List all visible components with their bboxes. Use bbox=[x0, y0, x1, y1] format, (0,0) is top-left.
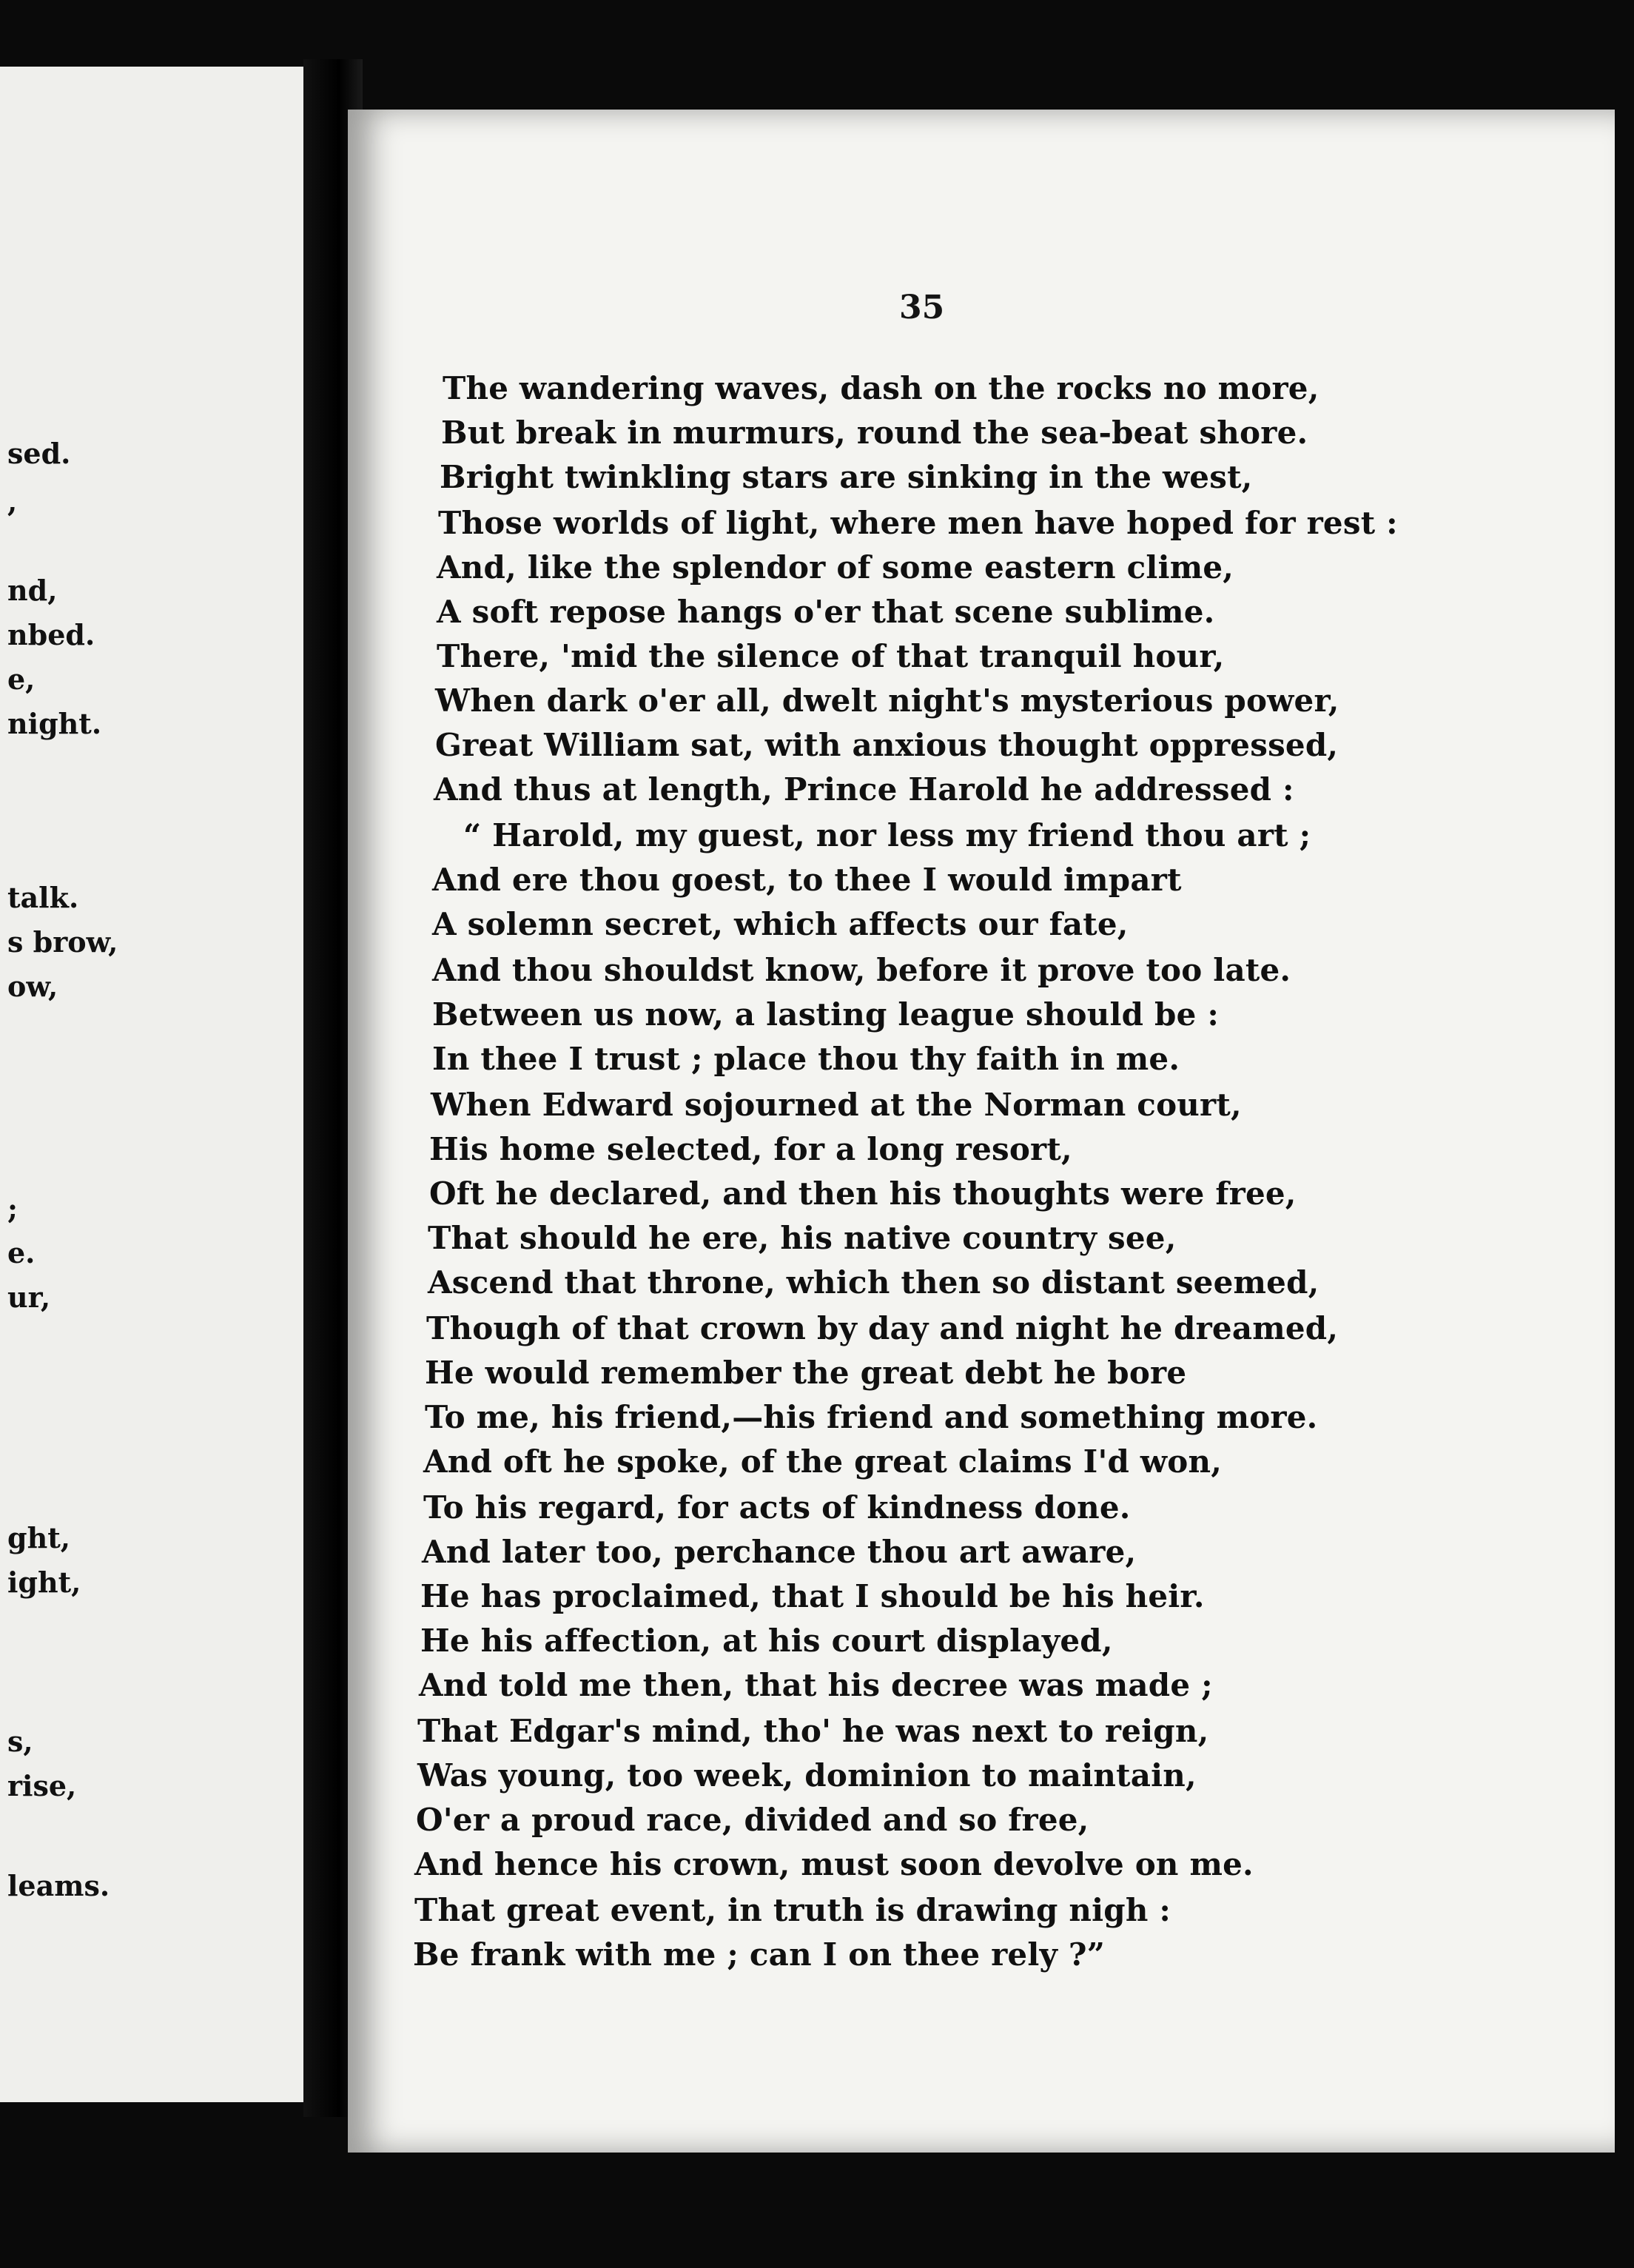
left-text-fragment: s brow, bbox=[7, 925, 118, 959]
poem-line: O'er a proud race, divided and so free, bbox=[416, 1802, 1089, 1838]
left-text-fragment: , bbox=[7, 485, 18, 518]
poem-line: The wandering waves, dash on the rocks no more, bbox=[443, 370, 1319, 406]
poem-line: Was young, too week, dominion to maintain, bbox=[417, 1757, 1197, 1794]
left-text-fragment: nd, bbox=[7, 574, 58, 607]
left-text-fragment: ow, bbox=[7, 970, 58, 1003]
poem-line: And, like the splendor of some eastern clime, bbox=[437, 549, 1234, 586]
left-text-fragment: talk. bbox=[7, 881, 79, 914]
poem-line: Though of that crown by day and night he dreamed, bbox=[426, 1310, 1339, 1346]
poem-line: A soft repose hangs o'er that scene sublime. bbox=[437, 594, 1215, 630]
left-text-fragment: rise, bbox=[7, 1769, 77, 1802]
poem-line: Between us now, a lasting league should be : bbox=[432, 996, 1220, 1033]
poem-line: And hence his crown, must soon devolve on me. bbox=[414, 1846, 1254, 1882]
poem-line: But break in murmurs, round the sea-beat shore. bbox=[441, 415, 1308, 451]
poem-line: And ere thou goest, to thee I would impart bbox=[432, 862, 1182, 898]
left-text-fragment: e. bbox=[7, 1236, 36, 1269]
poem-line: In thee I trust ; place thou thy faith in me. bbox=[432, 1041, 1180, 1077]
poem-line: Great William sat, with anxious thought oppressed, bbox=[435, 727, 1339, 763]
poem-line: And thou shouldst know, before it prove too late. bbox=[432, 952, 1291, 988]
poem-line: And thus at length, Prince Harold he addressed : bbox=[434, 771, 1294, 808]
poem-line: “ Harold, my guest, nor less my friend thou art ; bbox=[463, 817, 1311, 853]
page-number: 35 bbox=[899, 289, 945, 326]
poem-line: A solemn secret, which affects our fate, bbox=[432, 906, 1129, 942]
poem-line: That Edgar's mind, tho' he was next to reign, bbox=[417, 1713, 1209, 1749]
poem-line: And later too, perchance thou art aware, bbox=[422, 1534, 1137, 1570]
poem-line: He would remember the great debt he bore bbox=[425, 1355, 1187, 1391]
poem-line: And oft he spoke, of the great claims I'd won, bbox=[423, 1443, 1223, 1480]
poem-line: He his affection, at his court displayed, bbox=[420, 1623, 1113, 1659]
left-text-fragment: leams. bbox=[7, 1869, 110, 1902]
poem-line: Be frank with me ; can I on thee rely ?” bbox=[413, 1936, 1106, 1973]
left-text-fragment: night. bbox=[7, 707, 102, 740]
poem-line: To his regard, for acts of kindness done. bbox=[423, 1489, 1131, 1526]
left-text-fragment: ; bbox=[7, 1192, 19, 1225]
poem-line: And told me then, that his decree was made ; bbox=[419, 1667, 1213, 1703]
left-text-fragment: ight, bbox=[7, 1566, 81, 1599]
left-text-fragment: ur, bbox=[7, 1281, 51, 1314]
poem-line: Oft he declared, and then his thoughts were free, bbox=[429, 1175, 1297, 1212]
poem-line: His home selected, for a long resort, bbox=[429, 1131, 1072, 1167]
poem-line: He has proclaimed, that I should be his heir. bbox=[420, 1578, 1205, 1614]
poem-line: When Edward sojourned at the Norman court, bbox=[431, 1087, 1242, 1123]
left-text-fragment: ght, bbox=[7, 1521, 70, 1554]
poem-line: Ascend that throne, which then so distant seemed, bbox=[428, 1264, 1319, 1301]
left-text-fragment: nbed. bbox=[7, 618, 95, 651]
left-page-fragment bbox=[0, 67, 303, 2102]
poem-line: That great event, in truth is drawing nigh : bbox=[414, 1892, 1171, 1928]
left-text-fragment: s, bbox=[7, 1725, 33, 1758]
poem-line: When dark o'er all, dwelt night's mysterious power, bbox=[435, 682, 1339, 719]
left-text-fragment: sed. bbox=[7, 437, 71, 470]
poem-line: To me, his friend,—his friend and something more. bbox=[425, 1399, 1318, 1435]
poem-line: There, 'mid the silence of that tranquil hour, bbox=[437, 638, 1225, 674]
poem-line: Bright twinkling stars are sinking in the west, bbox=[440, 459, 1253, 495]
left-text-fragment: e, bbox=[7, 662, 36, 696]
poem-line: Those worlds of light, where men have hoped for rest : bbox=[438, 505, 1398, 541]
poem-line: That should he ere, his native country see, bbox=[428, 1220, 1177, 1256]
